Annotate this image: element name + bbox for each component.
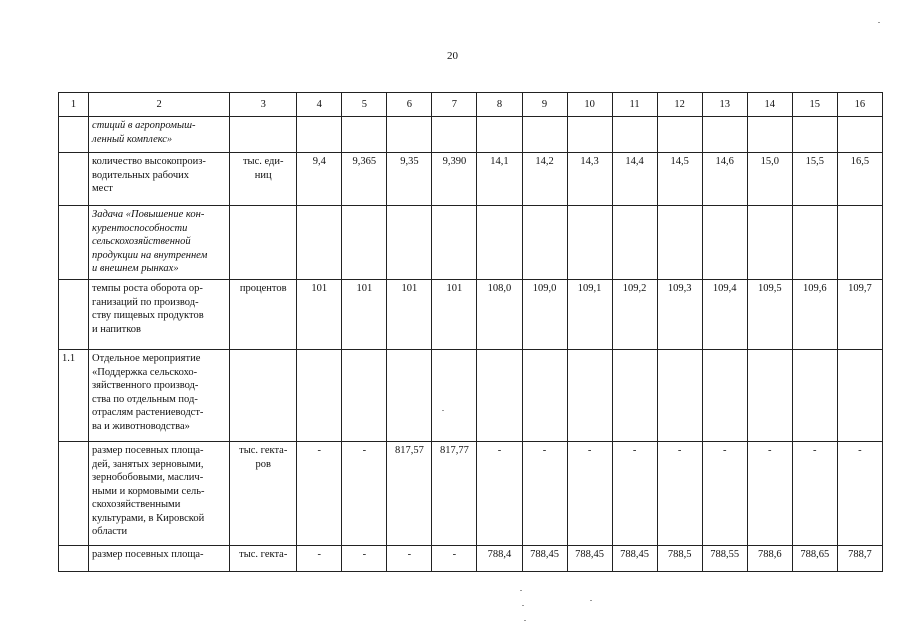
row-index-cell bbox=[59, 206, 89, 280]
value-cell: - bbox=[432, 546, 477, 572]
value-cell: 788,65 bbox=[792, 546, 837, 572]
unit-cell bbox=[230, 206, 297, 280]
value-cell: 14,4 bbox=[612, 153, 657, 206]
value-cell: 14,5 bbox=[657, 153, 702, 206]
table-row bbox=[59, 546, 883, 572]
header-cell: 8 bbox=[477, 93, 522, 117]
value-cell: 9,365 bbox=[342, 153, 387, 206]
value-cell bbox=[837, 117, 882, 153]
value-cell: 788,55 bbox=[702, 546, 747, 572]
value-cell bbox=[567, 206, 612, 280]
value-cell: 101 bbox=[387, 280, 432, 350]
value-cell: 788,45 bbox=[567, 546, 612, 572]
header-cell: 1 bbox=[59, 93, 89, 117]
header-cell: 16 bbox=[837, 93, 882, 117]
value-cell bbox=[342, 117, 387, 153]
value-cell: 9,390 bbox=[432, 153, 477, 206]
indicator-name-cell: размер посевных площа- bbox=[89, 546, 230, 572]
value-cell bbox=[657, 117, 702, 153]
scan-speck bbox=[524, 620, 526, 621]
header-cell: 2 bbox=[89, 93, 230, 117]
value-cell: - bbox=[657, 442, 702, 546]
value-cell bbox=[702, 206, 747, 280]
header-cell: 9 bbox=[522, 93, 567, 117]
value-cell bbox=[342, 350, 387, 442]
indicator-name-cell: количество высокопроиз- водительных рабочих мест bbox=[89, 153, 230, 206]
indicator-name-cell: Задача «Повышение кон- курентоспособности сельскохозяйственной продукции на внутреннем и внешнем рынках» bbox=[89, 206, 230, 280]
header-cell: 10 bbox=[567, 93, 612, 117]
value-cell: 9,35 bbox=[387, 153, 432, 206]
value-cell bbox=[657, 206, 702, 280]
unit-cell: тыс. гекта- bbox=[230, 546, 297, 572]
table-row bbox=[59, 442, 883, 546]
value-cell bbox=[387, 206, 432, 280]
header-row bbox=[59, 93, 883, 117]
value-cell bbox=[342, 206, 387, 280]
value-cell: 109,7 bbox=[837, 280, 882, 350]
value-cell: - bbox=[477, 442, 522, 546]
value-cell: 109,4 bbox=[702, 280, 747, 350]
value-cell: - bbox=[342, 442, 387, 546]
header-cell: 13 bbox=[702, 93, 747, 117]
value-cell: 101 bbox=[297, 280, 342, 350]
value-cell bbox=[747, 350, 792, 442]
table-row bbox=[59, 280, 883, 350]
value-cell bbox=[432, 117, 477, 153]
indicator-name-cell: стиций в агропромыш- ленный комплекс» bbox=[89, 117, 230, 153]
header-cell: 15 bbox=[792, 93, 837, 117]
unit-cell: процентов bbox=[230, 280, 297, 350]
value-cell bbox=[477, 117, 522, 153]
value-cell: - bbox=[567, 442, 612, 546]
row-index-cell bbox=[59, 280, 89, 350]
value-cell: 14,1 bbox=[477, 153, 522, 206]
header-cell: 7 bbox=[432, 93, 477, 117]
value-cell: - bbox=[297, 546, 342, 572]
header-cell: 11 bbox=[612, 93, 657, 117]
unit-cell: тыс. гекта- ров bbox=[230, 442, 297, 546]
indicators-table bbox=[58, 92, 883, 572]
value-cell: - bbox=[387, 546, 432, 572]
value-cell bbox=[837, 206, 882, 280]
header-cell: 12 bbox=[657, 93, 702, 117]
value-cell: - bbox=[522, 442, 567, 546]
header-cell: 6 bbox=[387, 93, 432, 117]
value-cell bbox=[477, 206, 522, 280]
scan-speck bbox=[590, 600, 592, 601]
scan-speck bbox=[442, 410, 444, 411]
value-cell: 109,0 bbox=[522, 280, 567, 350]
page-number: 20 bbox=[447, 50, 458, 62]
value-cell: 15,0 bbox=[747, 153, 792, 206]
value-cell bbox=[297, 117, 342, 153]
value-cell bbox=[612, 350, 657, 442]
value-cell: - bbox=[702, 442, 747, 546]
row-index-cell bbox=[59, 546, 89, 572]
value-cell bbox=[792, 117, 837, 153]
value-cell bbox=[747, 117, 792, 153]
header-cell: 14 bbox=[747, 93, 792, 117]
value-cell: 109,1 bbox=[567, 280, 612, 350]
value-cell: 14,3 bbox=[567, 153, 612, 206]
value-cell bbox=[297, 206, 342, 280]
unit-cell bbox=[230, 117, 297, 153]
value-cell bbox=[297, 350, 342, 442]
value-cell: 16,5 bbox=[837, 153, 882, 206]
value-cell bbox=[792, 350, 837, 442]
indicator-name-cell: размер посевных площа- дей, занятых зерновыми, зернобобовыми, маслич- ными и кормовыми сель- скохозяйственными культурами, в Кировской области bbox=[89, 442, 230, 546]
row-index-cell: 1.1 bbox=[59, 350, 89, 442]
value-cell bbox=[522, 117, 567, 153]
value-cell: - bbox=[342, 546, 387, 572]
value-cell: - bbox=[837, 442, 882, 546]
value-cell bbox=[387, 117, 432, 153]
indicator-name-cell: темпы роста оборота ор- ганизаций по производ- ству пищевых продуктов и напитков bbox=[89, 280, 230, 350]
value-cell: 817,77 bbox=[432, 442, 477, 546]
value-cell: 109,6 bbox=[792, 280, 837, 350]
value-cell bbox=[522, 206, 567, 280]
value-cell bbox=[747, 206, 792, 280]
value-cell: 15,5 bbox=[792, 153, 837, 206]
value-cell bbox=[522, 350, 567, 442]
table-row bbox=[59, 206, 883, 280]
value-cell: 9,4 bbox=[297, 153, 342, 206]
value-cell: 817,57 bbox=[387, 442, 432, 546]
indicator-name-cell: Отдельное мероприятие «Поддержка сельскохо- зяйственного производ- ства по отдельным под- отраслям растениеводст- ва и животноводства» bbox=[89, 350, 230, 442]
value-cell: 101 bbox=[432, 280, 477, 350]
value-cell bbox=[792, 206, 837, 280]
value-cell: 788,5 bbox=[657, 546, 702, 572]
scan-speck bbox=[520, 590, 522, 591]
value-cell: 788,45 bbox=[612, 546, 657, 572]
value-cell: - bbox=[297, 442, 342, 546]
value-cell: 14,6 bbox=[702, 153, 747, 206]
value-cell bbox=[702, 350, 747, 442]
value-cell: 109,5 bbox=[747, 280, 792, 350]
unit-cell bbox=[230, 350, 297, 442]
value-cell: - bbox=[747, 442, 792, 546]
table-row bbox=[59, 350, 883, 442]
value-cell bbox=[477, 350, 522, 442]
header-cell: 5 bbox=[342, 93, 387, 117]
value-cell: 14,2 bbox=[522, 153, 567, 206]
value-cell bbox=[837, 350, 882, 442]
value-cell bbox=[612, 117, 657, 153]
row-index-cell bbox=[59, 153, 89, 206]
unit-cell: тыс. еди- ниц bbox=[230, 153, 297, 206]
header-cell: 3 bbox=[230, 93, 297, 117]
value-cell bbox=[432, 206, 477, 280]
header-cell: 4 bbox=[297, 93, 342, 117]
value-cell bbox=[432, 350, 477, 442]
value-cell: - bbox=[792, 442, 837, 546]
value-cell bbox=[567, 350, 612, 442]
value-cell bbox=[657, 350, 702, 442]
value-cell bbox=[387, 350, 432, 442]
value-cell: 108,0 bbox=[477, 280, 522, 350]
value-cell: 109,2 bbox=[612, 280, 657, 350]
value-cell bbox=[612, 206, 657, 280]
value-cell: 101 bbox=[342, 280, 387, 350]
value-cell: 788,45 bbox=[522, 546, 567, 572]
value-cell bbox=[702, 117, 747, 153]
value-cell: 788,7 bbox=[837, 546, 882, 572]
table-row bbox=[59, 153, 883, 206]
value-cell bbox=[567, 117, 612, 153]
value-cell: 788,6 bbox=[747, 546, 792, 572]
value-cell: 109,3 bbox=[657, 280, 702, 350]
value-cell: - bbox=[612, 442, 657, 546]
row-index-cell bbox=[59, 442, 89, 546]
value-cell: 788,4 bbox=[477, 546, 522, 572]
scan-speck bbox=[522, 605, 524, 606]
row-index-cell bbox=[59, 117, 89, 153]
table-row bbox=[59, 117, 883, 153]
scan-speck bbox=[878, 22, 880, 23]
